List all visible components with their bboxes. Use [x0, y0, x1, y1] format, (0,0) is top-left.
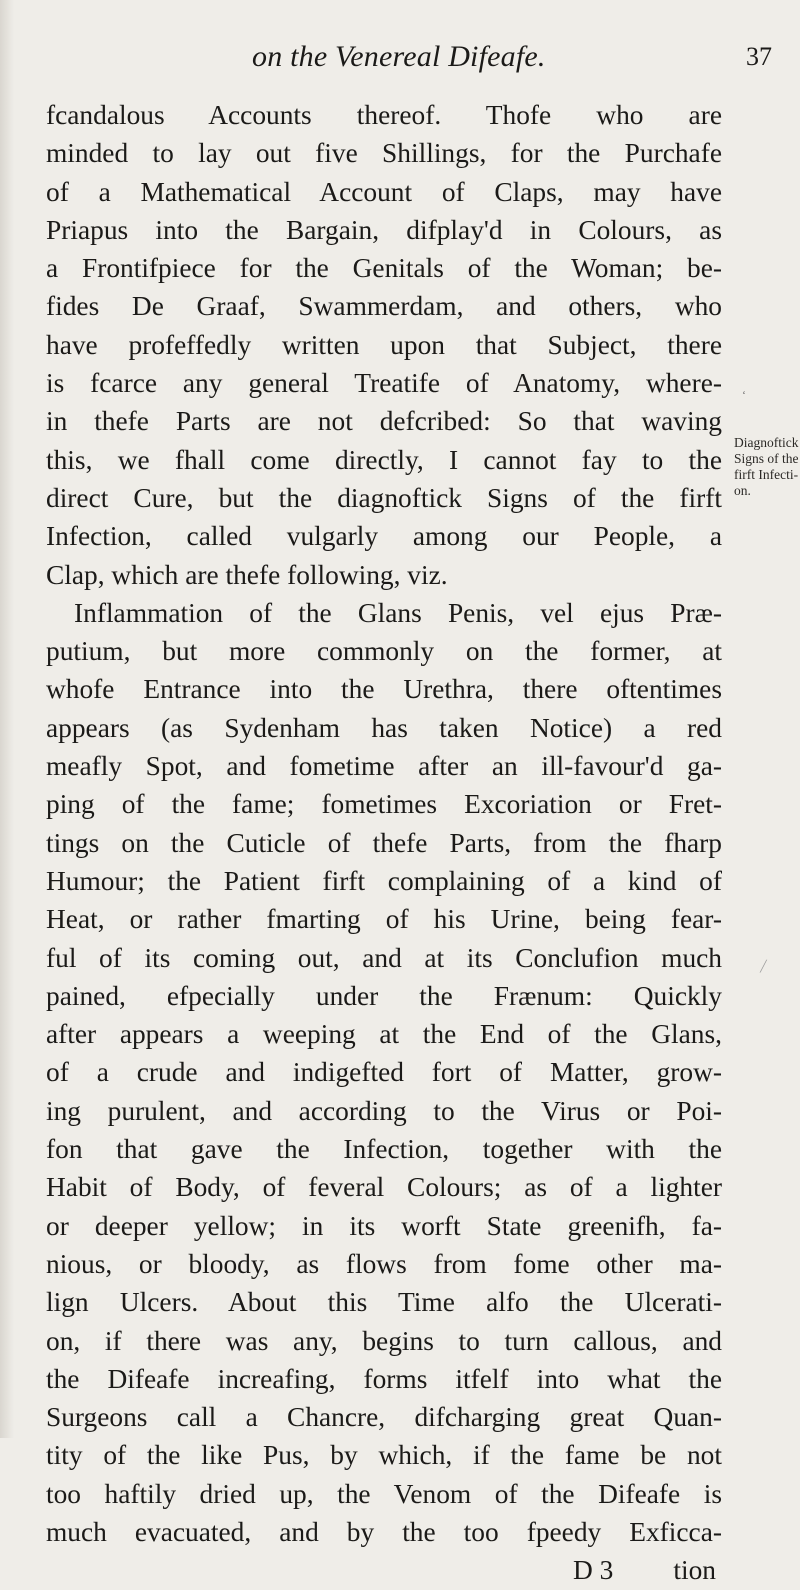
text-line: direct Cure, but the diagnoftick Signs of the firft	[46, 482, 722, 513]
body-text	[46, 96, 722, 1590]
margin-note-line: Diagnoftick	[734, 435, 799, 450]
text-line: a Frontifpiece for the Genitals of the Woman; be-	[46, 253, 722, 284]
text-line: ing purulent, and according to the Virus or Poi-	[46, 1095, 722, 1126]
text-line: on, if there was any, begins to turn callous, and	[46, 1325, 722, 1356]
text-line: appears (as Sydenham has taken Notice) a red	[46, 712, 722, 743]
text-line: tings on the Cuticle of thefe Parts, from the fharp	[46, 827, 722, 858]
page-number: 37	[746, 42, 772, 71]
text-line: meafly Spot, and fometime after an ill-favour'd ga-	[46, 751, 722, 782]
text-line: have profeffedly written upon that Subject, there	[46, 329, 722, 360]
text-line: this, we fhall come directly, I cannot fay to the	[46, 444, 722, 475]
text-line: nious, or bloody, as flows from fome other ma-	[46, 1248, 722, 1279]
signature-mark: D 3	[573, 1555, 614, 1586]
text-line: Humour; the Patient firft complaining of a kind of	[46, 865, 722, 896]
text-line: too haftily dried up, the Venom of the Difeafe is	[46, 1478, 722, 1509]
text-line: minded to lay out five Shillings, for the Purchafe	[46, 138, 722, 169]
binding-shadow	[0, 0, 14, 1438]
text-line: fon that gave the Infection, together with the	[46, 1134, 722, 1165]
text-line: Surgeons call a Chancre, difcharging great Quan-	[46, 1402, 722, 1433]
text-line: of a Mathematical Account of Claps, may have	[46, 176, 722, 207]
text-line: Heat, or rather fmarting of his Urine, being fear-	[46, 904, 722, 935]
margin-tick-icon: ‘	[742, 388, 746, 402]
text-line: lign Ulcers. About this Time alfo the Ulcerati-	[46, 1287, 722, 1318]
text-line: Infection, called vulgarly among our People, a	[46, 521, 722, 552]
text-line: fides De Graaf, Swammerdam, and others, who	[46, 291, 722, 322]
text-line: of a crude and indigefted fort of Matter, grow-	[46, 1057, 722, 1088]
signature-line	[46, 1551, 722, 1589]
text-line: putium, but more commonly on the former, at	[46, 636, 722, 667]
text-line: the Difeafe increafing, forms itfelf into what the	[46, 1363, 722, 1394]
text-line: ping of the fame; fometimes Excoriation or Fret-	[46, 789, 722, 820]
text-line: fcandalous Accounts thereof. Thofe who are	[46, 100, 722, 130]
text-line: whofe Entrance into the Urethra, there oftentimes	[46, 674, 722, 705]
text-line: much evacuated, and by the too fpeedy Exficca-	[46, 1516, 722, 1547]
margin-note-line: Signs of the	[734, 451, 799, 466]
text-line: Inflammation of the Glans Penis, vel ejus Præ-	[74, 597, 722, 628]
pencil-mark-icon: ⁄	[760, 955, 767, 977]
text-line: in thefe Parts are not defcribed: So that waving	[46, 406, 722, 437]
margin-note	[734, 435, 798, 499]
catchword: tion	[673, 1555, 716, 1586]
margin-note-line: firft Infecti-	[734, 467, 799, 482]
text-line: tity of the like Pus, by which, if the fame be not	[46, 1440, 722, 1471]
text-line: Clap, which are thefe following, viz.	[46, 559, 448, 590]
text-line: after appears a weeping at the End of the Glans,	[46, 1019, 722, 1050]
running-title: on the Venereal Difeafe.	[252, 40, 546, 73]
text-line: Priapus into the Bargain, difplay'd in Colours, as	[46, 214, 722, 245]
running-head	[0, 40, 800, 80]
text-line: pained, efpecially under the Frænum: Quickly	[46, 980, 722, 1011]
text-line: is fcarce any general Treatife of Anatomy, where-	[46, 368, 722, 399]
text-line: Habit of Body, of feveral Colours; as of a lighter	[46, 1172, 722, 1203]
margin-note-line: on.	[734, 483, 751, 498]
text-line: or deeper yellow; in its worft State greenifh, fa-	[46, 1210, 722, 1241]
text-line: ful of its coming out, and at its Conclufion much	[46, 942, 722, 973]
